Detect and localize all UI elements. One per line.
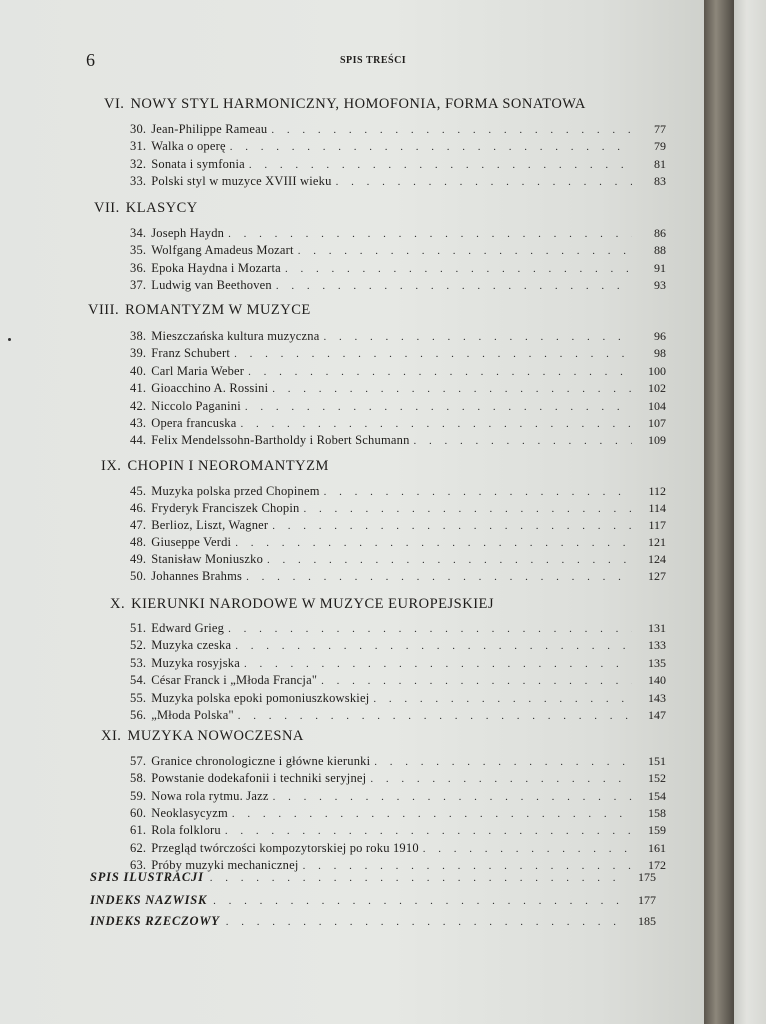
toc-entry-label bbox=[130, 552, 267, 567]
appendix-title: INDEKS NAZWISK bbox=[90, 893, 208, 907]
toc-entry bbox=[130, 535, 666, 552]
toc-entry bbox=[130, 399, 666, 416]
entry-page-number: 133 bbox=[648, 638, 666, 653]
adjacent-page-edge bbox=[734, 0, 766, 1024]
dot-leader bbox=[285, 263, 632, 275]
entry-number: 55. bbox=[130, 690, 147, 705]
toc-entry-label bbox=[130, 364, 248, 379]
dot-leader bbox=[267, 554, 632, 566]
toc-entry-label bbox=[130, 139, 230, 154]
chapter-heading bbox=[104, 96, 586, 113]
entry-page-number: 93 bbox=[654, 277, 666, 292]
dot-leader bbox=[245, 401, 632, 413]
entry-page-number: 161 bbox=[648, 840, 666, 855]
entry-number: 47. bbox=[130, 518, 147, 532]
entry-number: 61. bbox=[130, 823, 147, 838]
entry-title: Polski styl w muzyce XVIII wieku bbox=[151, 173, 332, 188]
dot-leader bbox=[303, 503, 632, 515]
entry-title: Joseph Haydn bbox=[151, 226, 225, 240]
toc-entry bbox=[130, 329, 666, 346]
entry-page-number: 88 bbox=[654, 243, 666, 258]
toc-entry-label bbox=[130, 789, 273, 804]
dot-leader bbox=[248, 366, 632, 378]
entry-title: Johannes Brahms bbox=[151, 569, 243, 583]
entry-title: Rola folkloru bbox=[151, 823, 221, 838]
chapter-heading bbox=[94, 200, 198, 217]
chapter-numeral: IX. bbox=[101, 458, 122, 474]
appendix-entry bbox=[90, 893, 656, 911]
entry-page-number: 154 bbox=[648, 788, 666, 803]
dot-leader bbox=[423, 843, 632, 855]
dot-leader bbox=[276, 280, 632, 292]
entry-title: „Młoda Polska" bbox=[151, 708, 234, 722]
toc-entry-label bbox=[130, 771, 370, 786]
toc-entry-label bbox=[130, 638, 235, 653]
entry-number: 46. bbox=[130, 501, 147, 515]
toc-entry-label bbox=[130, 278, 276, 293]
dot-leader bbox=[225, 825, 632, 837]
toc-entry bbox=[130, 789, 666, 806]
chapter-numeral: VI. bbox=[104, 96, 125, 112]
entry-title: Fryderyk Franciszek Chopin bbox=[151, 501, 300, 515]
toc-entry-label bbox=[130, 484, 324, 499]
chapter-title: NOWY STYL HARMONICZNY, HOMOFONIA, FORMA SONATOWA bbox=[130, 96, 586, 112]
entry-title: Stanisław Moniuszko bbox=[151, 552, 264, 566]
entry-number: 42. bbox=[130, 398, 147, 413]
toc-entry bbox=[130, 552, 666, 569]
toc-entry bbox=[130, 243, 666, 260]
entry-page-number: 172 bbox=[648, 857, 666, 872]
toc-entry bbox=[130, 638, 666, 655]
appendix-title: INDEKS RZECZOWY bbox=[90, 914, 220, 928]
entry-page-number: 159 bbox=[648, 823, 666, 838]
chapter-numeral: VIII. bbox=[88, 302, 120, 318]
appendix-entry bbox=[90, 870, 656, 888]
dot-leader bbox=[235, 537, 632, 549]
toc-entry bbox=[130, 691, 666, 708]
toc-entry-label bbox=[130, 122, 271, 137]
entry-number: 58. bbox=[130, 771, 147, 786]
entry-page-number: 158 bbox=[648, 805, 666, 820]
entry-title: Granice chronologiczne i główne kierunki bbox=[151, 754, 371, 768]
toc-entry bbox=[130, 364, 666, 381]
entry-title: Muzyka czeska bbox=[151, 638, 232, 653]
entry-page-number: 143 bbox=[648, 690, 666, 705]
toc-entry bbox=[130, 174, 666, 191]
entry-page-number: 91 bbox=[654, 260, 666, 275]
entry-number: 57. bbox=[130, 754, 147, 768]
toc-entry bbox=[130, 621, 666, 638]
dot-leader bbox=[210, 872, 622, 884]
dot-leader bbox=[230, 141, 632, 153]
toc-entry-label bbox=[130, 823, 225, 838]
toc-entry-label bbox=[130, 174, 336, 189]
entry-title: Niccolo Paganini bbox=[151, 398, 241, 413]
entry-number: 48. bbox=[130, 535, 147, 549]
entry-number: 52. bbox=[130, 638, 147, 653]
toc-entry-label bbox=[130, 416, 240, 431]
toc-entry bbox=[130, 518, 666, 535]
toc-entry-label bbox=[130, 841, 423, 856]
toc-entry bbox=[130, 501, 666, 518]
entry-number: 30. bbox=[130, 122, 147, 136]
toc-entry bbox=[130, 346, 666, 363]
entry-title: Mieszczańska kultura muzyczna bbox=[151, 329, 320, 343]
toc-entry-label bbox=[130, 691, 373, 706]
entry-title: Berlioz, Liszt, Wagner bbox=[151, 518, 269, 532]
entry-title: Neoklasycyzm bbox=[151, 805, 228, 820]
dot-leader bbox=[228, 228, 632, 240]
entry-page-number: 100 bbox=[648, 363, 666, 378]
entry-title: César Franck i „Młoda Francja" bbox=[151, 673, 318, 688]
entry-number: 39. bbox=[130, 346, 147, 361]
dot-leader bbox=[232, 808, 632, 820]
toc-entry-label bbox=[130, 518, 272, 533]
chapter-numeral: X. bbox=[110, 596, 126, 612]
entry-number: 37. bbox=[130, 277, 147, 292]
entry-title: Giuseppe Verdi bbox=[151, 535, 232, 549]
ink-speck bbox=[8, 338, 11, 341]
entry-title: Opera francuska bbox=[151, 416, 237, 430]
toc-entry bbox=[130, 381, 666, 398]
entry-page-number: 77 bbox=[654, 122, 666, 136]
appendix-page-number: 177 bbox=[638, 893, 656, 907]
entry-number: 36. bbox=[130, 260, 147, 275]
dot-leader bbox=[414, 435, 632, 447]
chapter-title: ROMANTYZM W MUZYCE bbox=[125, 302, 311, 318]
book-gutter bbox=[704, 0, 734, 1024]
toc-entry-label bbox=[130, 433, 414, 448]
toc-entry bbox=[130, 823, 666, 840]
dot-leader bbox=[246, 571, 632, 583]
entry-title: Powstanie dodekafonii i techniki seryjnej bbox=[151, 771, 367, 786]
entry-title: Carl Maria Weber bbox=[151, 363, 245, 378]
entry-title: Epoka Haydna i Mozarta bbox=[151, 260, 281, 275]
toc-entry-label bbox=[130, 569, 246, 584]
toc-entry bbox=[130, 569, 666, 586]
entry-page-number: 104 bbox=[648, 398, 666, 413]
entry-number: 34. bbox=[130, 226, 147, 240]
toc-entry-label bbox=[130, 261, 285, 276]
dot-leader bbox=[228, 623, 632, 635]
dot-leader bbox=[324, 486, 632, 498]
toc-entry bbox=[130, 484, 666, 501]
chapter-heading bbox=[88, 302, 311, 319]
toc-entry-label bbox=[130, 501, 303, 516]
toc-entry bbox=[130, 656, 666, 673]
chapter-title: MUZYKA NOWOCZESNA bbox=[127, 728, 304, 744]
toc-entry bbox=[130, 806, 666, 823]
chapter-heading bbox=[101, 458, 329, 475]
entry-number: 35. bbox=[130, 243, 147, 258]
entry-title: Walka o operę bbox=[151, 139, 226, 154]
appendix-page-number: 185 bbox=[638, 914, 656, 928]
entry-page-number: 117 bbox=[648, 518, 666, 532]
entry-page-number: 121 bbox=[648, 535, 666, 549]
dot-leader bbox=[271, 124, 632, 136]
dot-leader bbox=[321, 675, 632, 687]
entry-number: 51. bbox=[130, 621, 147, 635]
dot-leader bbox=[374, 756, 632, 768]
entry-page-number: 109 bbox=[648, 433, 666, 448]
entry-title: Edward Grieg bbox=[151, 621, 225, 635]
entry-page-number: 102 bbox=[648, 381, 666, 396]
entry-page-number: 107 bbox=[648, 416, 666, 430]
dot-leader bbox=[226, 916, 622, 928]
entry-number: 44. bbox=[130, 433, 147, 448]
chapter-heading bbox=[101, 728, 304, 745]
entry-title: Muzyka polska epoki pomoniuszkowskiej bbox=[151, 690, 370, 705]
entry-title: Jean-Philippe Rameau bbox=[151, 122, 268, 136]
entry-title: Muzyka polska przed Chopinem bbox=[151, 484, 320, 498]
entry-number: 59. bbox=[130, 788, 147, 803]
entry-title: Próby muzyki mechanicznej bbox=[151, 857, 299, 872]
entry-page-number: 135 bbox=[648, 655, 666, 670]
toc-entry bbox=[130, 278, 666, 295]
toc-entry-label bbox=[130, 708, 238, 723]
toc-entry-label bbox=[130, 754, 374, 769]
dot-leader bbox=[244, 658, 632, 670]
entry-number: 32. bbox=[130, 156, 147, 171]
entry-number: 38. bbox=[130, 329, 147, 343]
entry-page-number: 112 bbox=[648, 484, 666, 498]
chapter-title: KIERUNKI NARODOWE W MUZYCE EUROPEJSKIEJ bbox=[131, 596, 495, 612]
toc-entry bbox=[130, 416, 666, 433]
entry-number: 40. bbox=[130, 363, 147, 378]
entry-title: Nowa rola rytmu. Jazz bbox=[151, 788, 269, 803]
appendix-page-number: 175 bbox=[638, 870, 656, 884]
toc-entry-label bbox=[130, 656, 244, 671]
dot-leader bbox=[213, 895, 622, 907]
entry-number: 50. bbox=[130, 569, 147, 583]
running-title: SPIS TREŚCI bbox=[340, 55, 407, 66]
appendix-entry bbox=[90, 914, 656, 932]
toc-entry-label bbox=[130, 381, 272, 396]
toc-entry bbox=[130, 841, 666, 858]
toc-entry-label bbox=[130, 226, 228, 241]
entry-page-number: 96 bbox=[654, 329, 666, 343]
chapter-numeral: XI. bbox=[101, 728, 122, 744]
dot-leader bbox=[298, 245, 632, 257]
dot-leader bbox=[235, 640, 632, 652]
dot-leader bbox=[370, 773, 632, 785]
dot-leader bbox=[240, 418, 632, 430]
dot-leader bbox=[234, 348, 632, 360]
entry-number: 43. bbox=[130, 416, 147, 430]
dot-leader bbox=[323, 331, 632, 343]
toc-entry-label bbox=[130, 157, 249, 172]
entry-page-number: 124 bbox=[648, 552, 666, 566]
toc-entry bbox=[130, 139, 666, 156]
entry-title: Sonata i symfonia bbox=[151, 156, 245, 171]
entry-number: 33. bbox=[130, 173, 147, 188]
entry-page-number: 81 bbox=[654, 156, 666, 171]
entry-number: 56. bbox=[130, 708, 147, 722]
dot-leader bbox=[373, 693, 632, 705]
dot-leader bbox=[249, 159, 632, 171]
entry-page-number: 98 bbox=[654, 346, 666, 361]
dot-leader bbox=[272, 520, 632, 532]
entry-page-number: 152 bbox=[648, 771, 666, 786]
toc-entry-label bbox=[130, 243, 298, 258]
entry-page-number: 140 bbox=[648, 673, 666, 688]
chapter-numeral: VII. bbox=[94, 200, 120, 216]
dot-leader bbox=[272, 383, 632, 395]
entry-page-number: 127 bbox=[648, 569, 666, 583]
entry-title: Felix Mendelssohn-Bartholdy i Robert Schumann bbox=[151, 433, 410, 448]
toc-entry-label bbox=[130, 329, 323, 344]
entry-page-number: 114 bbox=[648, 501, 666, 515]
entry-title: Przegląd twórczości kompozytorskiej po roku 1910 bbox=[151, 840, 419, 855]
toc-entry-label bbox=[130, 806, 232, 821]
toc-entry bbox=[130, 122, 666, 139]
toc-entry-label bbox=[130, 535, 235, 550]
appendix-title: SPIS ILUSTRACJI bbox=[90, 870, 204, 884]
chapter-title: CHOPIN I NEOROMANTYZM bbox=[127, 458, 329, 474]
toc-entry bbox=[130, 226, 666, 243]
entry-title: Wolfgang Amadeus Mozart bbox=[151, 243, 294, 258]
entry-number: 62. bbox=[130, 840, 147, 855]
entry-number: 31. bbox=[130, 139, 147, 154]
entry-title: Gioacchino A. Rossini bbox=[151, 381, 269, 396]
toc-entry-label bbox=[130, 621, 228, 636]
entry-number: 41. bbox=[130, 381, 147, 396]
chapter-heading bbox=[110, 596, 494, 613]
toc-entry-label bbox=[130, 673, 321, 688]
chapter-title: KLASYCY bbox=[125, 200, 198, 216]
entry-page-number: 151 bbox=[648, 754, 666, 768]
dot-leader bbox=[273, 791, 632, 803]
toc-entry bbox=[130, 433, 666, 450]
entry-page-number: 86 bbox=[654, 226, 666, 240]
toc-entry-label bbox=[130, 399, 245, 414]
toc-entry-label bbox=[130, 346, 234, 361]
toc-entry bbox=[130, 771, 666, 788]
entry-number: 53. bbox=[130, 655, 147, 670]
entry-number: 60. bbox=[130, 805, 147, 820]
entry-number: 54. bbox=[130, 673, 147, 688]
toc-entry bbox=[130, 754, 666, 771]
dot-leader bbox=[336, 176, 632, 188]
toc-entry bbox=[130, 708, 666, 725]
entry-number: 63. bbox=[130, 857, 147, 872]
dot-leader bbox=[238, 710, 632, 722]
entry-page-number: 79 bbox=[654, 139, 666, 154]
toc-entry bbox=[130, 157, 666, 174]
entry-title: Muzyka rosyjska bbox=[151, 655, 240, 670]
entry-title: Ludwig van Beethoven bbox=[151, 277, 272, 292]
entry-title: Franz Schubert bbox=[151, 346, 231, 361]
toc-entry bbox=[130, 261, 666, 278]
toc-entry bbox=[130, 673, 666, 690]
page-number: 6 bbox=[86, 50, 95, 70]
entry-page-number: 131 bbox=[648, 621, 666, 635]
entry-page-number: 83 bbox=[654, 173, 666, 188]
entry-page-number: 147 bbox=[648, 708, 666, 722]
entry-number: 45. bbox=[130, 484, 147, 498]
entry-number: 49. bbox=[130, 552, 147, 566]
